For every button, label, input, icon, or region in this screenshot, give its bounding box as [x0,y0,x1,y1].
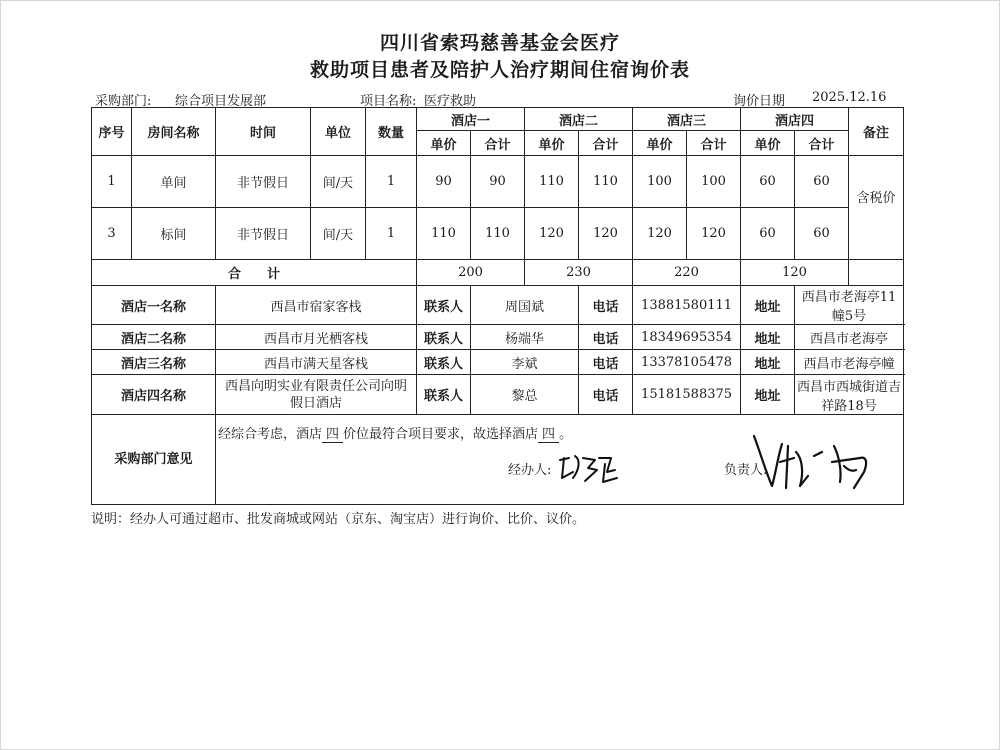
hotel4-sum: 120 [741,260,849,286]
hotel3-unit-price: 100 [633,156,687,208]
row-qty: 1 [366,208,417,260]
hotel2-unit-price: 110 [525,156,579,208]
hotel1-total: 90 [471,156,525,208]
hotel1-contact: 周国斌 [471,286,579,325]
row-time: 非节假日 [216,156,311,208]
hotel3-address: 西昌市老海亭幢 [795,350,904,375]
hotel3-name: 西昌市满天星客栈 [216,350,417,375]
hotel4-unit-price: 60 [741,208,795,260]
hotel3-phone-label: 电话 [579,350,633,375]
header-remark: 备注 [849,108,904,156]
header-room: 房间名称 [132,108,216,156]
header-hotel-4: 酒店四 [741,108,849,131]
hotel4-total: 60 [795,156,849,208]
header-unit-price: 单价 [417,131,471,156]
hotel3-total: 120 [687,208,741,260]
project-label: 项目名称: [360,94,417,109]
row-unit: 间/天 [311,208,366,260]
hotel-info-row [92,375,904,415]
table-row [92,208,904,260]
hotel3-label: 酒店三名称 [92,350,216,375]
hotel1-phone-label: 电话 [579,286,633,325]
sum-label: 合 计 [92,260,417,286]
row-seq: 1 [92,156,132,208]
hotel1-total: 110 [471,208,525,260]
header-unit: 单位 [311,108,366,156]
document-title-line1: 四川省索玛慈善基金会医疗 [379,32,620,54]
header-qty: 数量 [366,108,417,156]
hotel1-address: 西昌市老海亭11幢5号 [795,286,904,325]
hotel1-label: 酒店一名称 [92,286,216,325]
chosen-hotel-b: 四 [538,428,559,443]
row-seq: 3 [92,208,132,260]
hotel1-address-label: 地址 [741,286,795,325]
hotel4-phone-label: 电话 [579,375,633,415]
hotel1-unit-price: 110 [417,208,471,260]
hotel2-contact: 杨端华 [471,325,579,350]
hotel3-sum: 220 [633,260,741,286]
hotel-info-row [92,286,904,325]
hotel-info-row [92,350,904,375]
header-unit-price: 单价 [525,131,579,156]
hotel3-total: 100 [687,156,741,208]
hotel1-unit-price: 90 [417,156,471,208]
header-total: 合计 [471,131,525,156]
row-room: 单间 [132,156,216,208]
sum-remark-empty [849,260,904,286]
hotel2-name: 西昌市月光栖客栈 [216,325,417,350]
hotel4-name: 西昌向明实业有限责任公司向明假日酒店 [216,375,417,415]
header-hotel-2: 酒店二 [525,108,633,131]
sum-row [92,260,904,286]
header-total: 合计 [795,131,849,156]
opinion-text-b: 价位最符合项目要求，故选择酒店 [343,427,539,442]
date-value: 2025.12.16 [812,90,887,105]
row-qty: 1 [366,156,417,208]
hotel3-unit-price: 120 [633,208,687,260]
hotel1-phone: 13881580111 [633,286,741,325]
table-row [92,156,904,208]
hotel3-contact: 李斌 [471,350,579,375]
row-time: 非节假日 [216,208,311,260]
hotel-info-row [92,325,904,350]
remark-cell [849,156,904,260]
footnote: 说明：经办人可通过超市、批发商城或网站（京东、淘宝店）进行询价、比价、议价。 [91,512,586,527]
hotel4-label: 酒店四名称 [92,375,216,415]
hotel2-phone-label: 电话 [579,325,633,350]
hotel1-sum: 200 [417,260,525,286]
hotel2-address-label: 地址 [741,325,795,350]
document-title-line2: 救助项目患者及陪护人治疗期间住宿询价表 [309,59,690,81]
hotel3-contact-label: 联系人 [417,350,471,375]
hotel1-contact-label: 联系人 [417,286,471,325]
leader-label: 负责人: [724,463,768,478]
hotel2-phone: 18349695354 [633,325,741,350]
hotel4-unit-price: 60 [741,156,795,208]
leader-signature [748,432,878,492]
hotel4-contact-label: 联系人 [417,375,471,415]
opinion-label: 采购部门意见 [92,415,216,505]
hotel2-unit-price: 120 [525,208,579,260]
hotel2-total: 120 [579,208,633,260]
hotel4-contact: 黎总 [471,375,579,415]
handler-label: 经办人: [508,463,552,478]
remark-value: 含税价 [856,191,896,206]
row-room: 标间 [132,208,216,260]
header-unit-price: 单价 [741,131,795,156]
dept-label: 采购部门: [95,94,152,109]
hotel4-total: 60 [795,208,849,260]
handler-signature [555,448,625,488]
hotel2-address: 西昌市老海亭 [795,325,904,350]
header-time: 时间 [216,108,311,156]
hotel3-address-label: 地址 [741,350,795,375]
hotel4-address-label: 地址 [741,375,795,415]
hotel4-phone: 15181588375 [633,375,741,415]
hotel2-contact-label: 联系人 [417,325,471,350]
header-total: 合计 [687,131,741,156]
header-total: 合计 [579,131,633,156]
hotel2-label: 酒店二名称 [92,325,216,350]
row-unit: 间/天 [311,156,366,208]
dept-value: 综合项目发展部 [175,94,267,109]
project-value: 医疗救助 [424,94,477,109]
header-seq: 序号 [92,108,132,156]
date-label: 询价日期 [733,94,786,109]
opinion-text-a: 经综合考虑，酒店 [218,427,323,442]
chosen-hotel-a: 四 [322,428,343,443]
hotel2-total: 110 [579,156,633,208]
opinion-text-c: 。 [559,427,573,442]
header-hotel-3: 酒店三 [633,108,741,131]
header-unit-price: 单价 [633,131,687,156]
hotel3-phone: 13378105478 [633,350,741,375]
hotel4-address: 西昌市西城街道吉祥路18号 [795,375,904,415]
header-hotel-1: 酒店一 [417,108,525,131]
hotel2-sum: 230 [525,260,633,286]
hotel1-name: 西昌市宿家客栈 [216,286,417,325]
